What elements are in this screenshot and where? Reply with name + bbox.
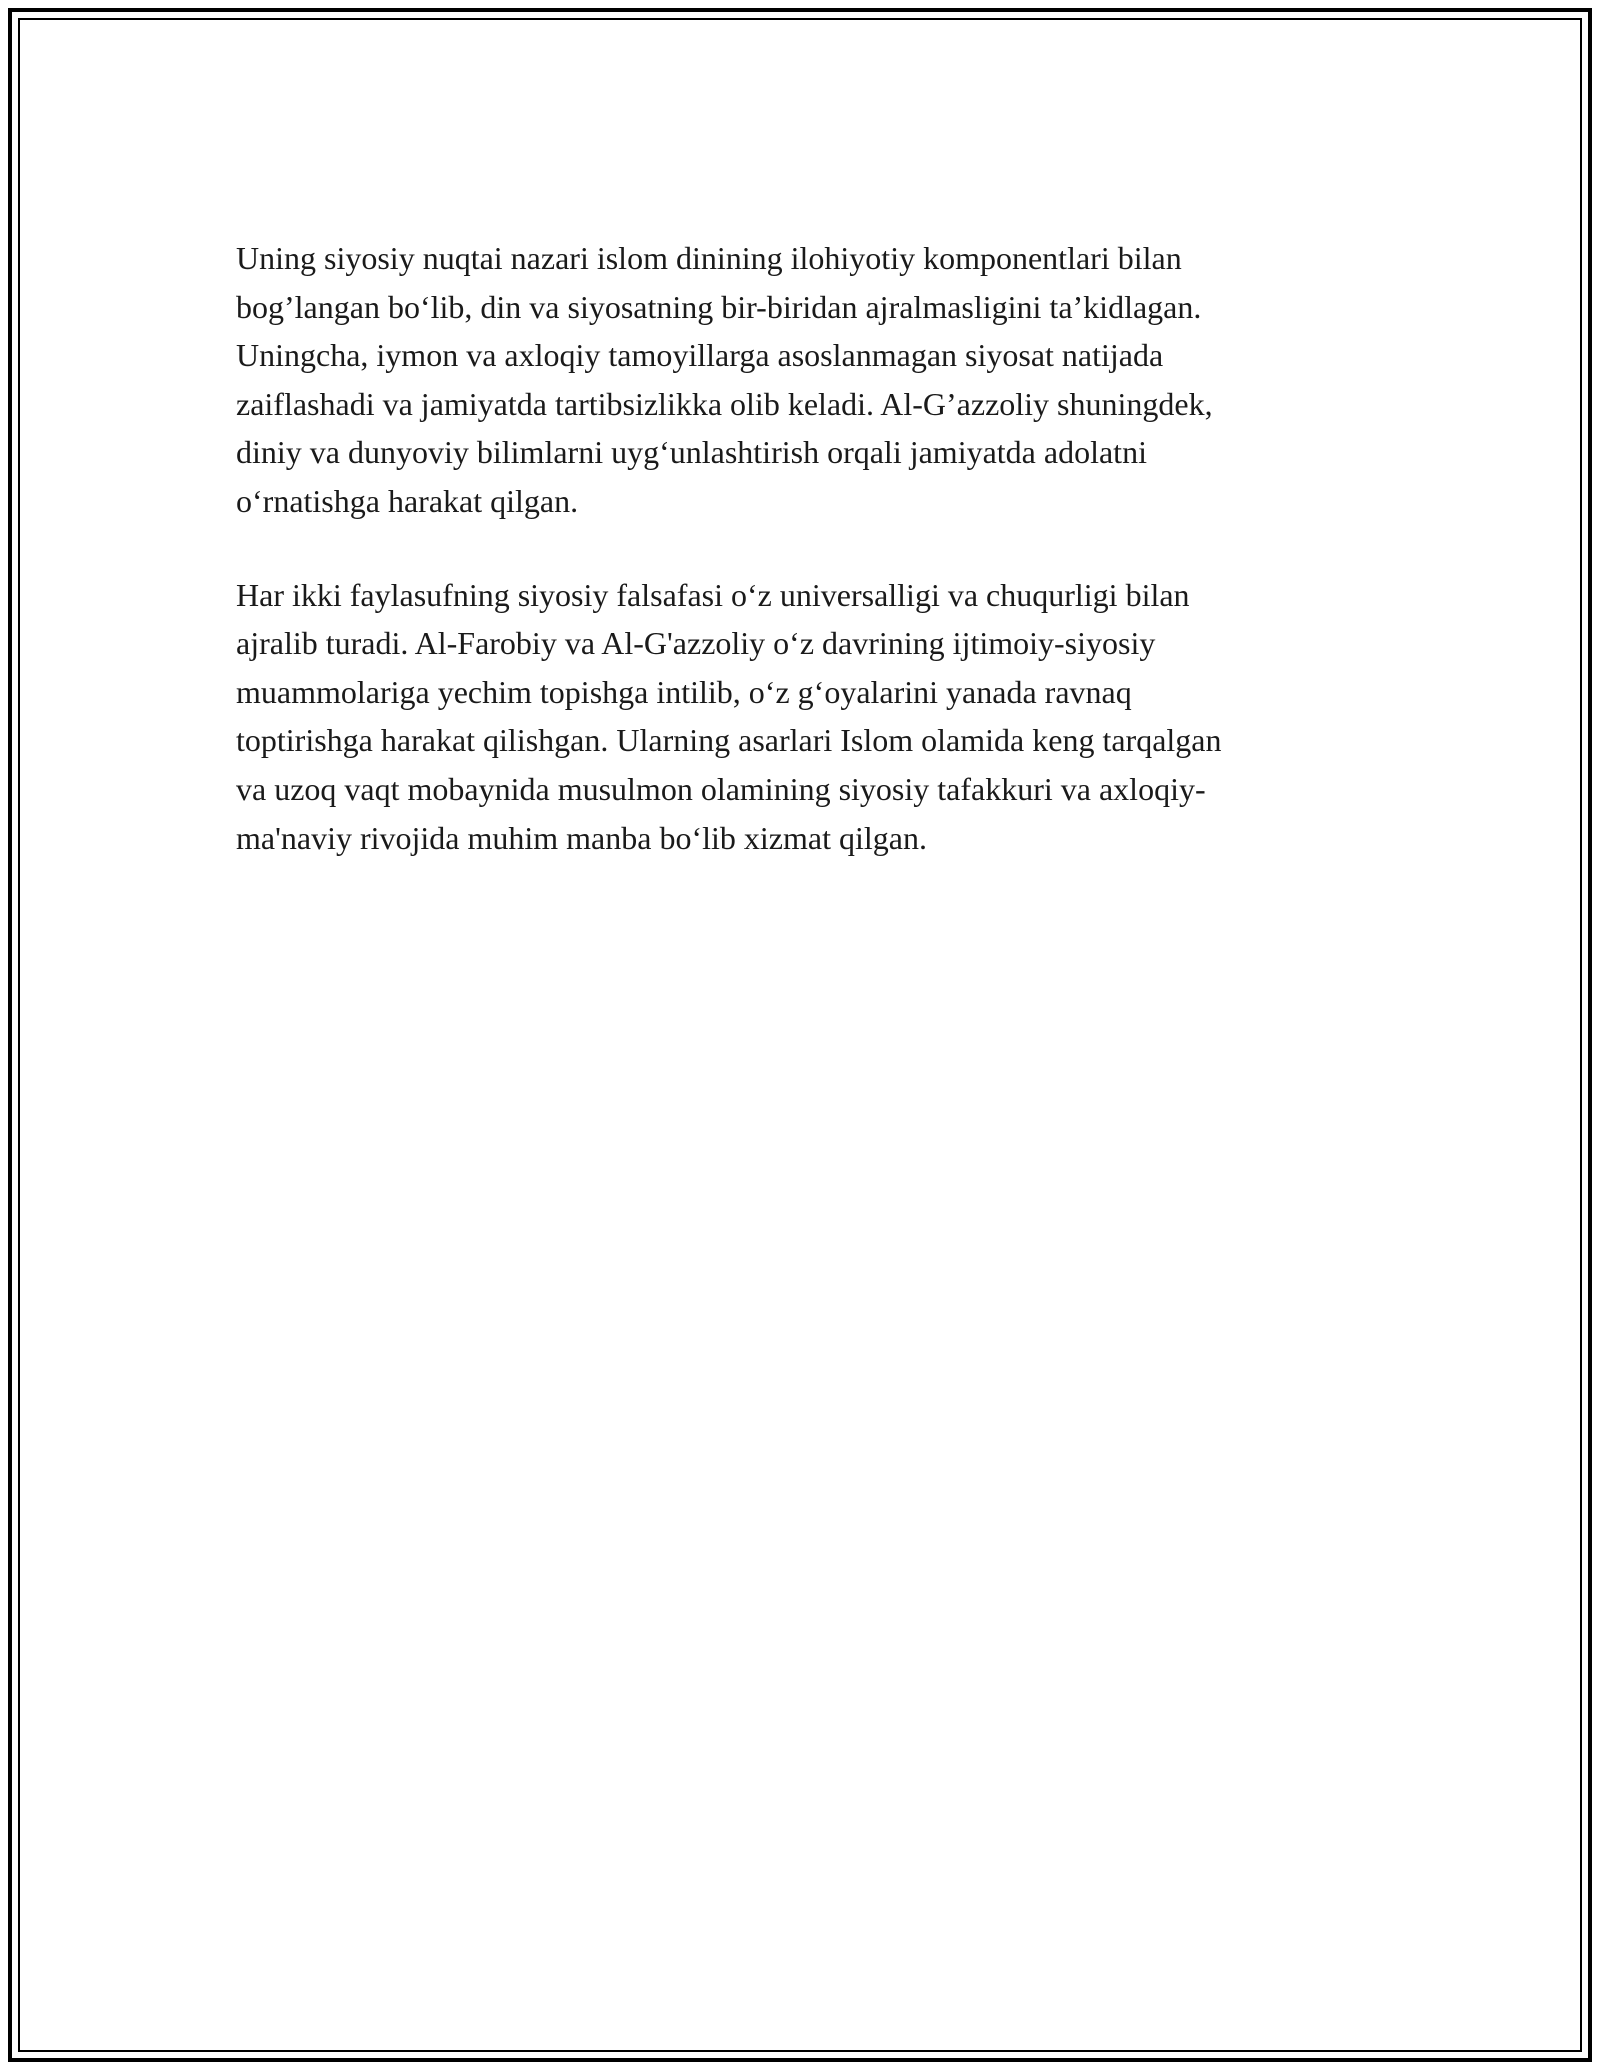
text-line: diniy va dunyoviy bilimlarni uyg‘unlashtirish orqali jamiyatda adolatni xyxy=(236,434,1147,471)
text-line: Har ikki faylasufning siyosiy falsafasi o‘z universalligi va chuqurligi bilan xyxy=(236,576,1190,613)
text-line: ajralib turadi. Al-Farobiy va Al-G'azzoliy o‘z davrining ijtimoiy-siyosiy xyxy=(236,625,1156,662)
text-line: toptirishga harakat qilishgan. Ularning asarlari Islom olamida keng tarqalgan xyxy=(236,722,1222,759)
paragraph-2 xyxy=(236,571,1376,863)
text-line: zaiflashadi va jamiyatda tartibsizlikka olib keladi. Al-G’azzoliy shuningdek, xyxy=(236,385,1213,422)
text-line: o‘rnatishga harakat qilgan. xyxy=(236,482,579,519)
text-line: ma'naviy rivojida muhim manba bo‘lib xizmat qilgan. xyxy=(236,819,927,856)
paragraph-1 xyxy=(236,234,1376,526)
text-line: bog’langan bo‘lib, din va siyosatning bir-biridan ajralmasligini ta’kidlagan. xyxy=(236,288,1202,325)
text-line: Uning siyosiy nuqtai nazari islom dinining ilohiyotiy komponentlari bilan xyxy=(236,240,1182,276)
text-line: Uningcha, iymon va axloqiy tamoyillarga asoslanmagan siyosat natijada xyxy=(236,337,1164,374)
text-line: va uzoq vaqt mobaynida musulmon olamining siyosiy tafakkuri va axloqiy- xyxy=(236,770,1206,807)
document-body xyxy=(236,234,1376,907)
text-line: muammolariga yechim topishga intilib, o‘z g‘oyalarini yanada ravnaq xyxy=(236,673,1132,710)
